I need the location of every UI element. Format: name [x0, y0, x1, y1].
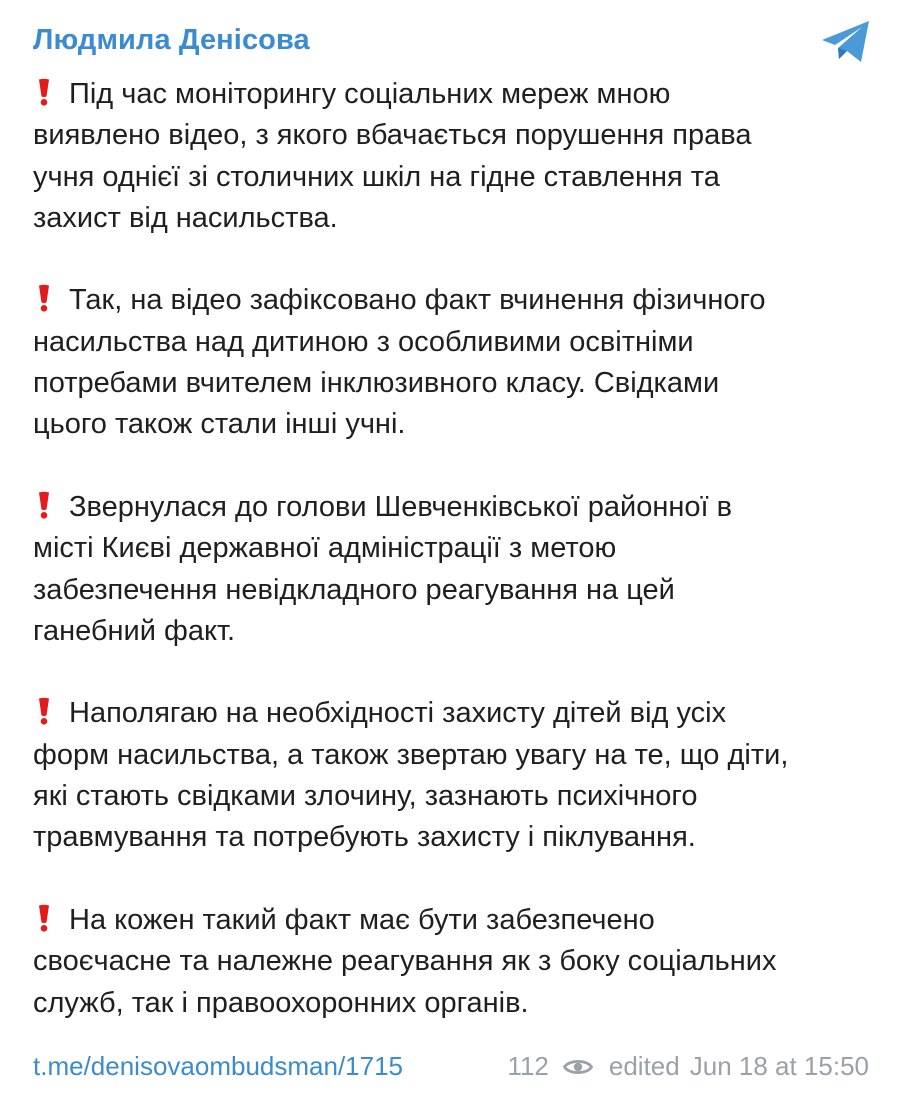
line-text: травмування та потребують захисту і піклування. — [33, 821, 696, 854]
text-line — [33, 693, 883, 734]
line-text: ганебний факт. — [33, 614, 236, 647]
line-text: цього також стали інші учні. — [33, 408, 406, 441]
paragraph — [33, 487, 883, 652]
views-count: 112 — [507, 1051, 549, 1081]
text-line — [33, 363, 883, 404]
text-line — [33, 487, 883, 528]
text-line — [33, 941, 883, 982]
paragraph — [33, 693, 883, 858]
line-text: Звернулася до голови Шевченківської районної в — [69, 490, 733, 523]
post-meta — [507, 1046, 869, 1086]
exclamation-icon — [38, 78, 50, 106]
post-footer — [33, 1046, 869, 1086]
exclamation-icon — [38, 904, 50, 932]
line-text: служб, так і правоохоронних органів. — [33, 986, 529, 1019]
channel-name[interactable]: Людмила Денісова — [33, 24, 310, 56]
edited-label: edited — [608, 1051, 680, 1081]
post-date: Jun 18 at 15:50 — [689, 1051, 869, 1081]
eye-icon — [563, 1057, 593, 1077]
post-link[interactable]: t.me/denisovaombudsman/1715 — [33, 1051, 404, 1081]
line-text: учня однієї зі столичних шкіл на гідне ставлення та — [33, 160, 720, 193]
text-line — [33, 528, 883, 569]
text-line — [33, 115, 883, 156]
line-text: своєчасне та належне реагування як з боку соціальних — [33, 945, 777, 978]
line-text: забезпечення невідкладного реагування на цей — [33, 573, 675, 606]
exclamation-icon — [38, 284, 50, 312]
paragraph — [33, 900, 883, 1024]
paragraph — [33, 280, 883, 445]
text-line — [33, 611, 883, 652]
text-line — [33, 404, 883, 445]
text-line — [33, 157, 883, 198]
text-line — [33, 198, 883, 239]
text-line — [33, 983, 883, 1024]
line-text: Під час моніторингу соціальних мереж мною — [69, 78, 671, 110]
telegram-logo-icon[interactable] — [820, 19, 872, 65]
paragraph — [33, 74, 883, 239]
line-text: Так, на відео зафіксовано факт вчинення фізичного — [69, 284, 766, 317]
line-text: виявлено відео, з якого вбачається порушення права — [33, 119, 752, 152]
line-text: потребами вчителем інклюзивного класу. Свідками — [33, 367, 720, 400]
line-text: які стають свідками злочину, зазнають психічного — [33, 780, 698, 813]
text-line — [33, 817, 883, 858]
text-line — [33, 735, 883, 776]
text-line — [33, 570, 883, 611]
text-line — [33, 900, 883, 941]
text-line — [33, 74, 883, 115]
exclamation-icon — [38, 697, 50, 725]
line-text: захист від насильства. — [33, 201, 338, 234]
exclamation-icon — [38, 491, 50, 519]
line-text: форм насильства, а також звертаю увагу на те, що діти, — [33, 738, 789, 771]
text-line — [33, 776, 883, 817]
post-text — [33, 74, 883, 1024]
line-text: На кожен такий факт має бути забезпечено — [69, 903, 655, 936]
text-line — [33, 322, 883, 363]
line-text: Наполягаю на необхідності захисту дітей від усіх — [69, 697, 727, 730]
text-line — [33, 280, 883, 321]
line-text: насильства над дитиною з особливими освітніми — [33, 325, 694, 358]
line-text: місті Києві державної адміністрації з метою — [33, 532, 617, 565]
